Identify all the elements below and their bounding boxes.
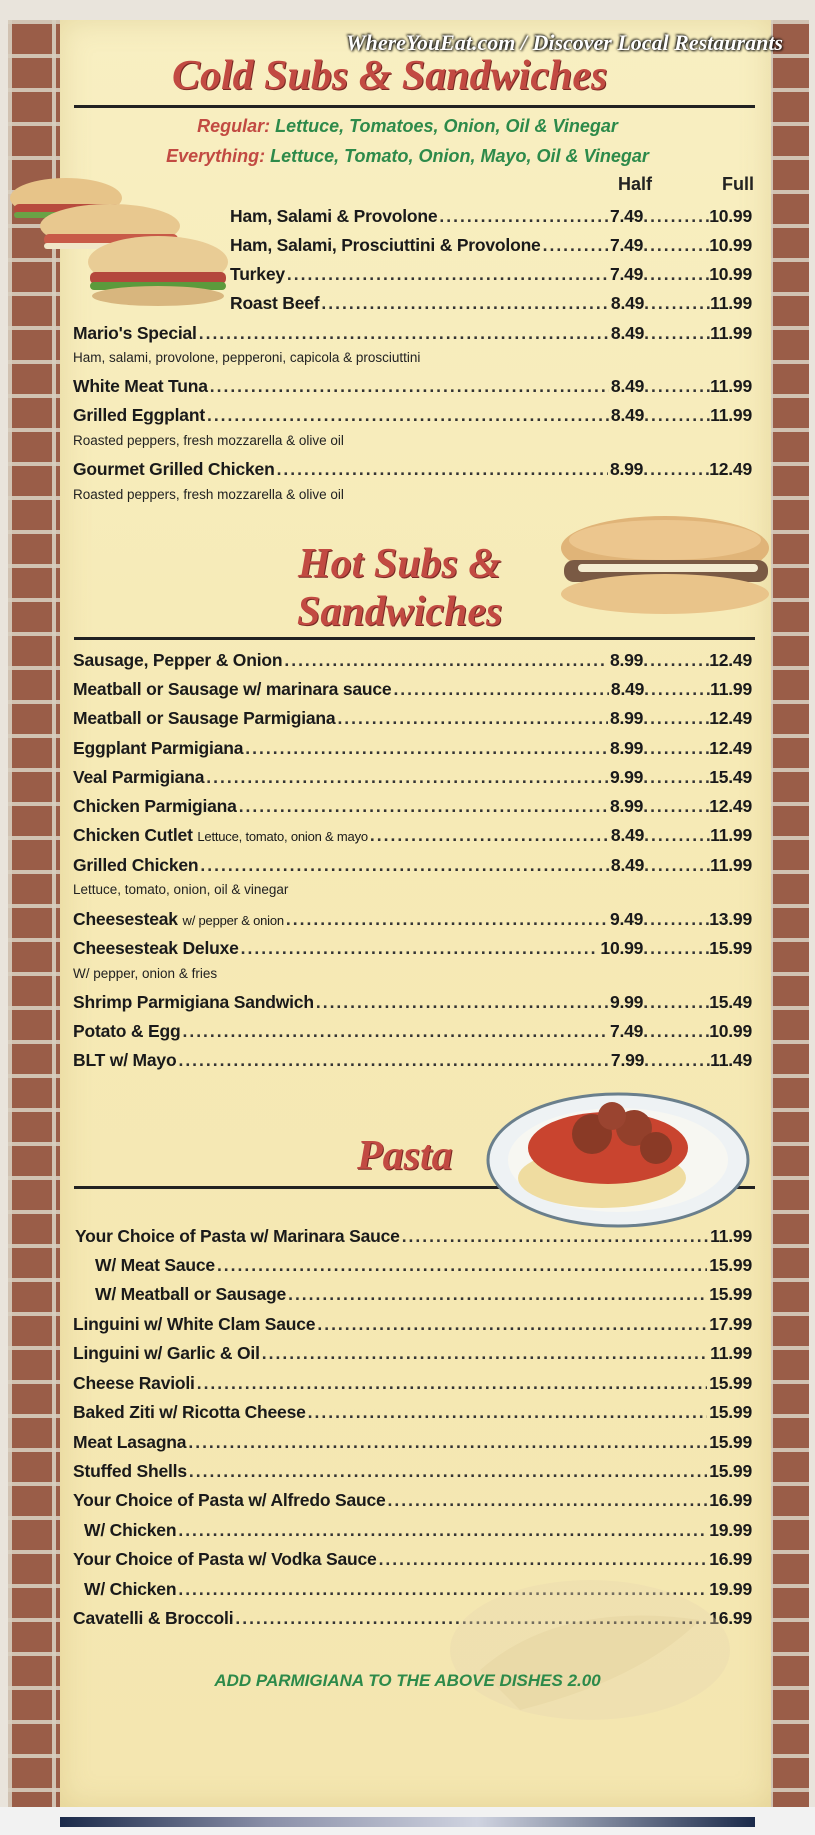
pasta-item: Linguini w/ White Clam Sauce ..... 17.99 xyxy=(73,1314,752,1335)
cold-item: Roast Beef ..... 8.49 ..... 11.99 xyxy=(230,293,752,314)
hot-item: BLT w/ Mayo ..... 7.99 ..... 11.49 xyxy=(73,1050,752,1071)
cold-subs-title: Cold Subs & Sandwiches xyxy=(172,53,608,99)
everything-line: Everything: Lettuce, Tomato, Onion, Mayo, Oil & Vinegar xyxy=(166,146,649,166)
spaghetti-plate-image xyxy=(484,1086,752,1232)
hot-subs-title-line1: Hot Subs & xyxy=(298,541,502,587)
bottom-strip xyxy=(0,1807,815,1835)
hot-item: Meatball or Sausage w/ marinara sauce ..... 8.49 ..... 11.99 xyxy=(73,679,752,700)
hot-item: Eggplant Parmigiana ..... 8.99 ..... 12.49 xyxy=(73,738,752,759)
cheesesteak-image xyxy=(558,510,772,622)
item-description: Lettuce, tomato, onion, oil & vinegar xyxy=(73,882,289,897)
cold-item: Gourmet Grilled Chicken ..... 8.99 ..... 12.49 xyxy=(73,459,752,480)
brick-wall-right xyxy=(769,20,809,1807)
hot-item: Veal Parmigiana ..... 9.99 ..... 15.49 xyxy=(73,767,752,788)
ravioli-faded-image xyxy=(440,1560,730,1730)
pasta-item: W/ Chicken ..... 19.99 xyxy=(84,1579,752,1600)
full-header: Full xyxy=(722,174,754,194)
pasta-item: Linguini w/ Garlic & Oil ..... 11.99 xyxy=(73,1343,752,1364)
hot-item: Chicken Cutlet Lettuce, tomato, onion & mayo ..... 8.49 ..... 11.99 xyxy=(73,825,752,846)
pasta-item: Cavatelli & Broccoli ..... 16.99 xyxy=(73,1608,752,1629)
hot-item: Cheesesteak w/ pepper & onion ..... 9.49 ..... 13.99 xyxy=(73,909,752,930)
item-description: W/ pepper, onion & fries xyxy=(73,966,218,981)
site-watermark: WhereYouEat.com / Discover Local Restaurants xyxy=(346,30,783,55)
cold-sandwich-image xyxy=(8,170,228,320)
hot-item: Grilled Chicken ..... 8.49 ..... 11.99 xyxy=(73,855,752,876)
cold-rule xyxy=(74,105,755,108)
pasta-title: Pasta xyxy=(357,1133,453,1179)
pasta-item: Your Choice of Pasta w/ Marinara Sauce ..... 11.99 xyxy=(75,1226,752,1247)
hot-subs-title-line2: Sandwiches xyxy=(297,589,503,635)
pasta-item: Stuffed Shells ..... 15.99 xyxy=(73,1461,752,1482)
item-description: Roasted peppers, fresh mozzarella & olive oil xyxy=(73,487,344,502)
regular-line: Regular: Lettuce, Tomatoes, Onion, Oil & Vinegar xyxy=(197,116,618,136)
pasta-item: W/ Meatball or Sausage ..... 15.99 xyxy=(95,1284,752,1305)
cold-item: Grilled Eggplant ..... 8.49 ..... 11.99 xyxy=(73,405,752,426)
cold-item: White Meat Tuna ..... 8.49 ..... 11.99 xyxy=(73,376,752,397)
pasta-item: Your Choice of Pasta w/ Alfredo Sauce ..... 16.99 xyxy=(73,1490,752,1511)
pasta-item: W/ Chicken ..... 19.99 xyxy=(84,1520,752,1541)
hot-item: Cheesesteak Deluxe ..... 10.99 ..... 15.99 xyxy=(73,938,752,959)
hot-item: Shrimp Parmigiana Sandwich ..... 9.99 ..... 15.49 xyxy=(73,992,752,1013)
pasta-item: Your Choice of Pasta w/ Vodka Sauce ..... 16.99 xyxy=(73,1549,752,1570)
hot-item: Meatball or Sausage Parmigiana ..... 8.99 ..... 12.49 xyxy=(73,708,752,729)
pasta-item: W/ Meat Sauce ..... 15.99 xyxy=(95,1255,752,1276)
pasta-item: Meat Lasagna ..... 15.99 xyxy=(73,1432,752,1453)
cold-item: Turkey ..... 7.49 ..... 10.99 xyxy=(230,264,752,285)
hot-item: Chicken Parmigiana ..... 8.99 ..... 12.49 xyxy=(73,796,752,817)
pasta-item: Cheese Ravioli ..... 15.99 xyxy=(73,1373,752,1394)
hot-item: Sausage, Pepper & Onion ..... 8.99 ..... 12.49 xyxy=(73,650,752,671)
item-note: Lettuce, tomato, onion & mayo xyxy=(197,829,368,844)
cold-item: Ham, Salami & Provolone ..... 7.49 ..... 10.99 xyxy=(230,206,752,227)
cold-item: Mario's Special ..... 8.49 ..... 11.99 xyxy=(73,323,752,344)
item-description: Roasted peppers, fresh mozzarella & olive oil xyxy=(73,433,344,448)
cold-item: Ham, Salami, Prosciuttini & Provolone ..... 7.49 ..... 10.99 xyxy=(230,235,752,256)
pasta-item: Baked Ziti w/ Ricotta Cheese ..... 15.99 xyxy=(73,1402,752,1423)
item-note: w/ pepper & onion xyxy=(182,913,284,928)
hot-rule xyxy=(74,637,755,640)
parmigiana-note: ADD PARMIGIANA TO THE ABOVE DISHES 2.00 xyxy=(214,1671,601,1690)
half-header: Half xyxy=(618,174,653,194)
hot-item: Potato & Egg ..... 7.49 ..... 10.99 xyxy=(73,1021,752,1042)
item-description: Ham, salami, provolone, pepperoni, capicola & prosciuttini xyxy=(73,350,421,365)
